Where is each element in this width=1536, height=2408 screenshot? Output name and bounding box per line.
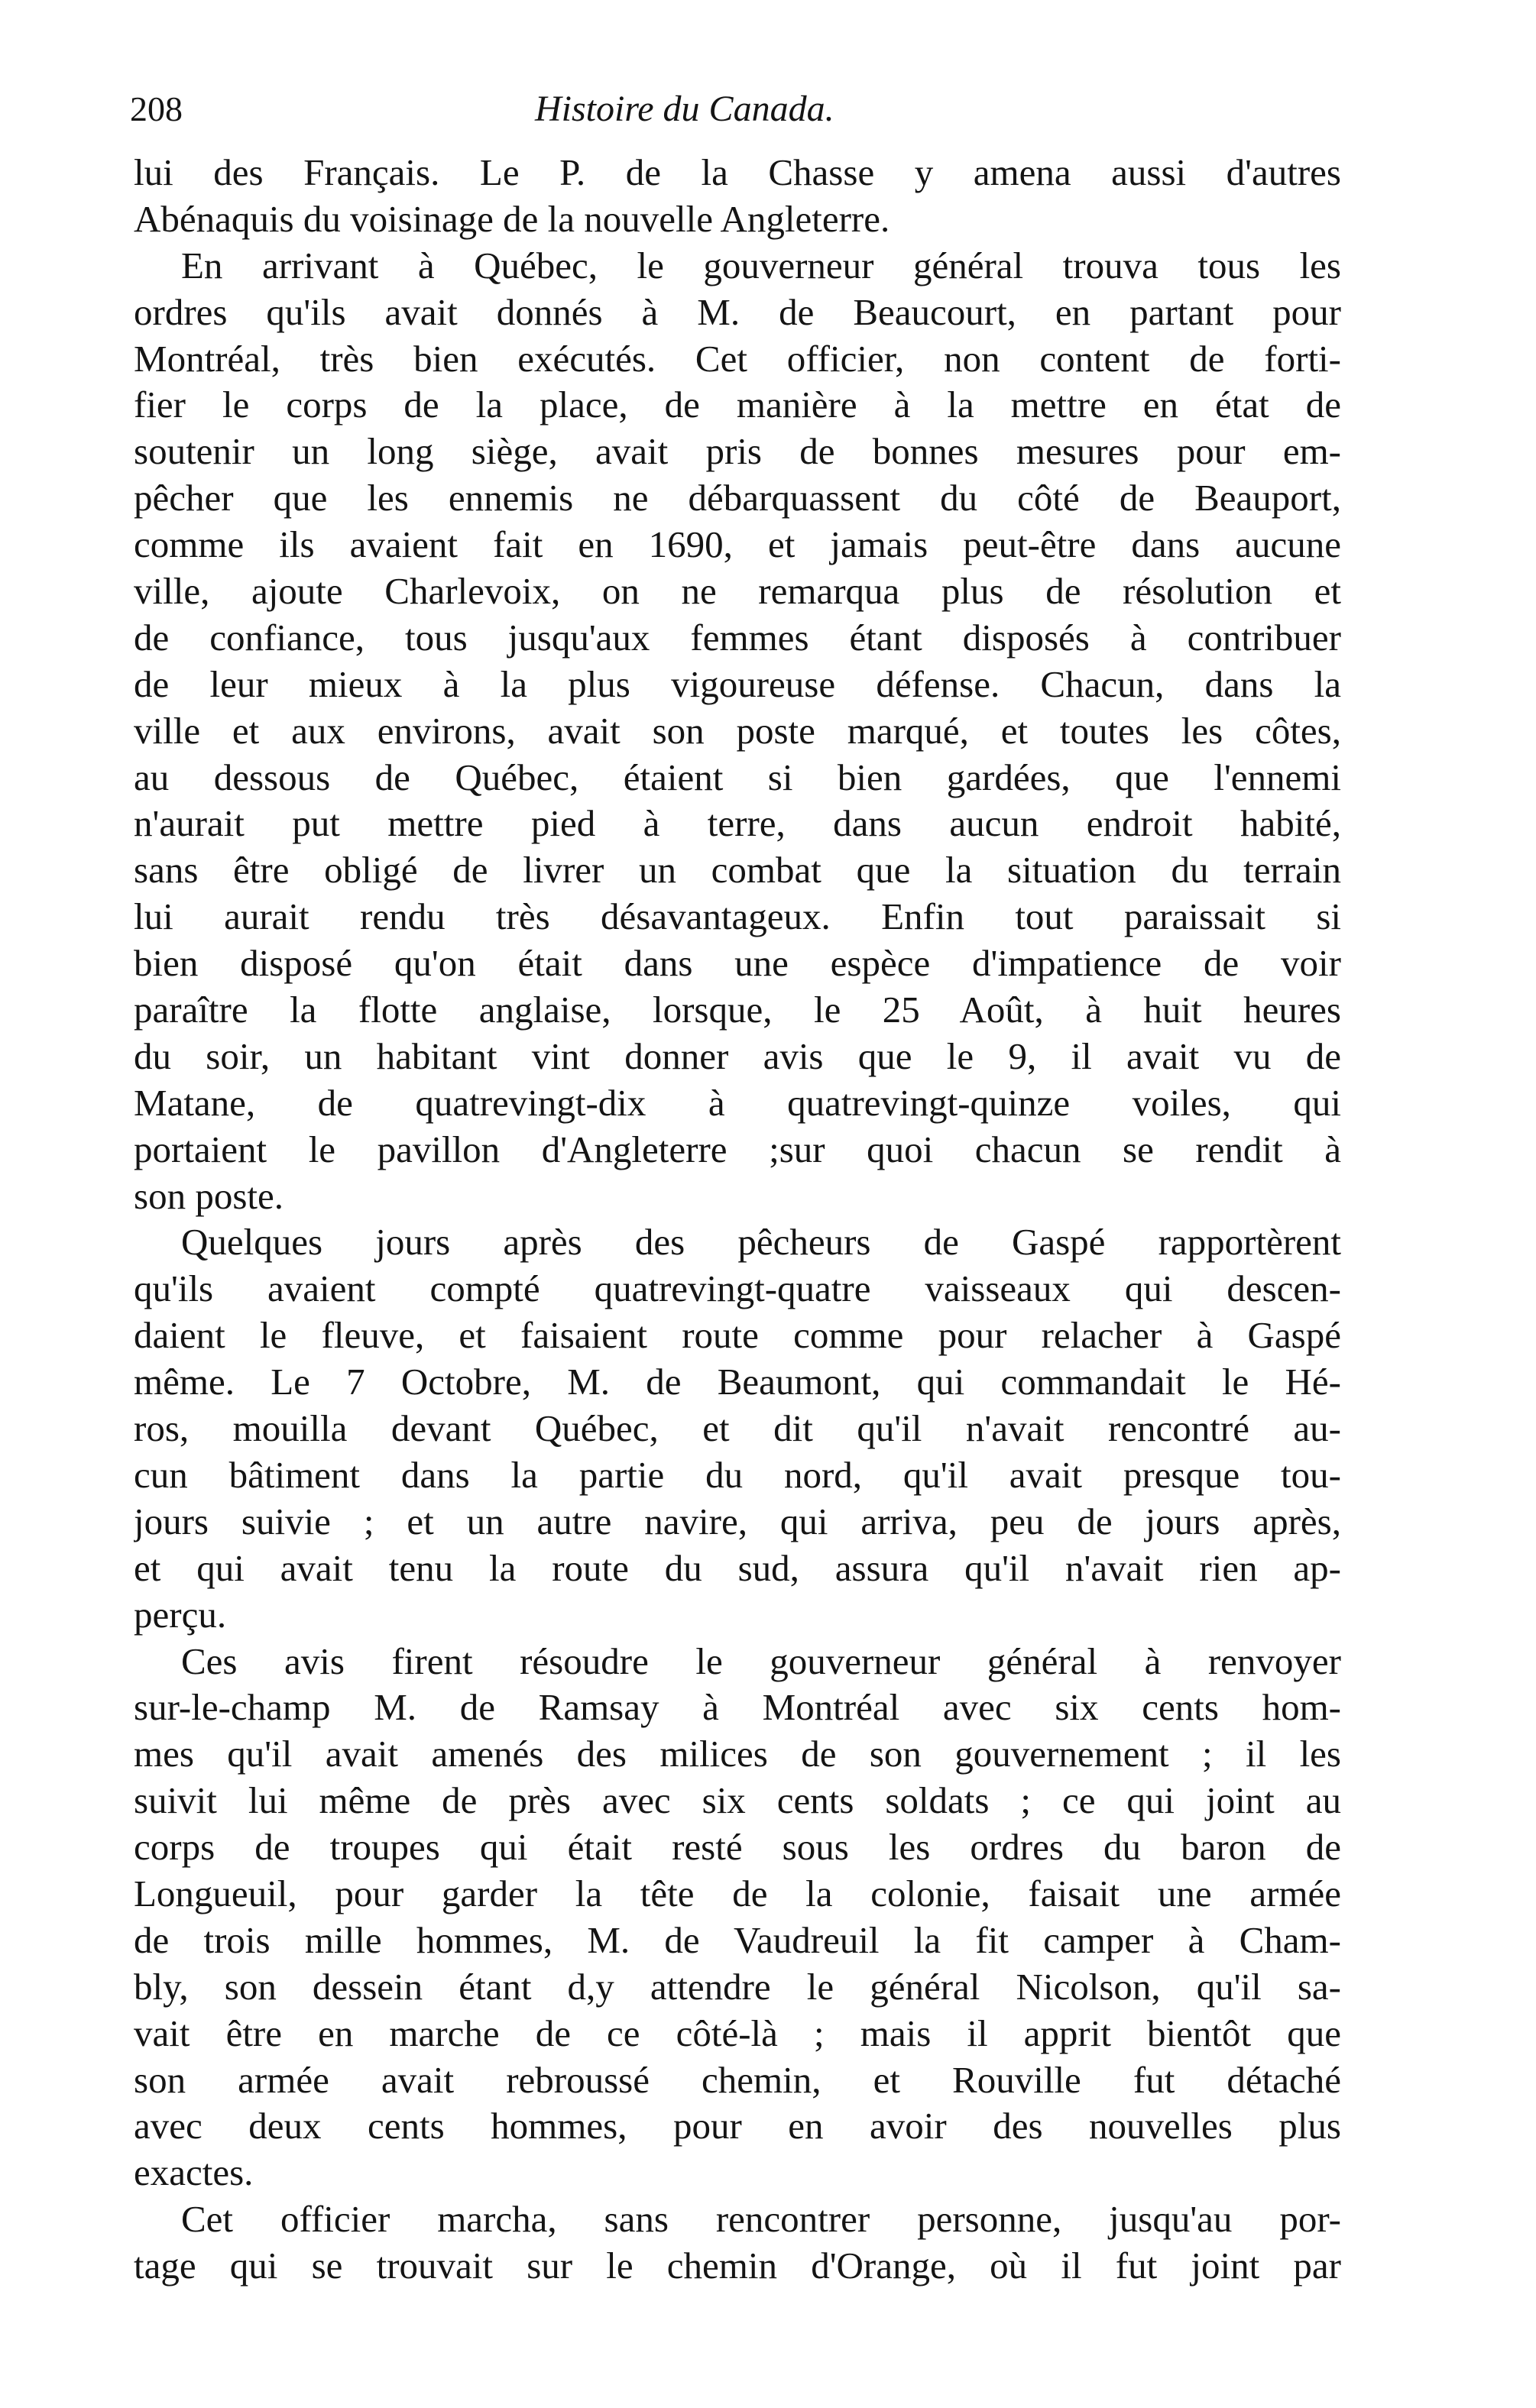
text-line: son poste.	[134, 1174, 284, 1217]
text-line: corps de troupes qui était resté sous les ordres du baron de	[134, 1826, 1341, 1869]
text-line: pêcher que les ennemis ne débarquassent du côté de Beauport,	[134, 477, 1341, 519]
text-line: avec deux cents hommes, pour en avoir des nouvelles plus	[134, 2105, 1341, 2147]
text-line: de leur mieux à la plus vigoureuse défense. Chacun, dans la	[134, 662, 1341, 705]
text-line: ordres qu'ils avait donnés à M. de Beaucourt, en partant pour	[134, 290, 1341, 333]
text-line: Longueuil, pour garder la tête de la colonie, faisait une armée	[134, 1872, 1341, 1914]
text-line: tage qui se trouvait sur le chemin d'Orange, où il fut joint par	[134, 2245, 1341, 2287]
text-line: En arrivant à Québec, le gouverneur général trouva tous les	[181, 244, 1341, 286]
text-line: ville, ajoute Charlevoix, on ne remarqua plus de résolution et	[134, 570, 1341, 613]
text-line: Cet officier marcha, sans rencontrer personne, jusqu'au por-	[181, 2198, 1341, 2241]
text-line: perçu.	[134, 1593, 227, 1636]
text-line: de trois mille hommes, M. de Vaudreuil la fit camper à Cham-	[134, 1918, 1341, 1961]
text-line: Montréal, très bien exécutés. Cet officier, non content de forti-	[134, 337, 1341, 380]
text-line: bly, son dessein étant d,y attendre le général Nicolson, qu'il sa-	[134, 1965, 1341, 2008]
text-line: mes qu'il avait amenés des milices de son gouvernement ; il les	[134, 1733, 1341, 1775]
text-line: jours suivie ; et un autre navire, qui arriva, peu de jours après,	[134, 1500, 1341, 1542]
text-line: fier le corps de la place, de manière à la mettre en état de	[134, 384, 1341, 426]
text-line: du soir, un habitant vint donner avis que le 9, il avait vu de	[134, 1034, 1341, 1077]
text-line: et qui avait tenu la route du sud, assura qu'il n'avait rien ap-	[134, 1546, 1341, 1589]
text-line: ville et aux environs, avait son poste marqué, et toutes les côtes,	[134, 709, 1341, 752]
text-line: exactes.	[134, 2151, 254, 2194]
body-text	[134, 150, 1341, 2290]
text-line: paraître la flotte anglaise, lorsque, le 25 Août, à huit heures	[134, 989, 1341, 1031]
text-line: Quelques jours après des pêcheurs de Gaspé rapportèrent	[181, 1221, 1341, 1264]
text-line: daient le fleuve, et faisaient route comme pour relacher à Gaspé	[134, 1314, 1341, 1357]
text-line: Ces avis firent résoudre le gouverneur général à renvoyer	[181, 1639, 1341, 1682]
text-line: sur-le-champ M. de Ramsay à Montréal avec six cents hom-	[134, 1686, 1341, 1729]
text-line: n'aurait put mettre pied à terre, dans aucun endroit habité,	[134, 802, 1341, 845]
text-line: ros, mouilla devant Québec, et dit qu'il n'avait rencontré au-	[134, 1407, 1341, 1450]
text-line: suivit lui même de près avec six cents soldats ; ce qui joint au	[134, 1779, 1341, 1822]
text-line: vait être en marche de ce côté-là ; mais il apprit bientôt que	[134, 2012, 1341, 2054]
running-title: Histoire du Canada.	[535, 89, 834, 129]
text-line: soutenir un long siège, avait pris de bonnes mesures pour em-	[134, 430, 1341, 473]
text-line: lui des Français. Le P. de la Chasse y amena aussi d'autres	[134, 151, 1341, 193]
text-line: bien disposé qu'on était dans une espèce d'impatience de voir	[134, 942, 1341, 985]
text-line: comme ils avaient fait en 1690, et jamais peut-être dans aucune	[134, 523, 1341, 566]
text-line: lui aurait rendu très désavantageux. Enfin tout paraissait si	[134, 895, 1341, 938]
text-line: portaient le pavillon d'Angleterre ;sur quoi chacun se rendit à	[134, 1128, 1341, 1170]
text-line: de confiance, tous jusqu'aux femmes étant disposés à contribuer	[134, 616, 1341, 659]
text-line: même. Le 7 Octobre, M. de Beaumont, qui commandait le Hé-	[134, 1361, 1341, 1403]
text-line: son armée avait rebroussé chemin, et Rouville fut détaché	[134, 2058, 1341, 2101]
text-line: sans être obligé de livrer un combat que la situation du terrain	[134, 849, 1341, 892]
text-line: Matane, de quatrevingt-dix à quatrevingt-quinze voiles, qui	[134, 1081, 1341, 1124]
text-line: cun bâtiment dans la partie du nord, qu'il avait presque tou-	[134, 1453, 1341, 1496]
text-line: Abénaquis du voisinage de la nouvelle Angleterre.	[134, 197, 890, 240]
running-head	[130, 83, 1337, 136]
text-line: au dessous de Québec, étaient si bien gardées, que l'ennemi	[134, 756, 1341, 798]
text-line: qu'ils avaient compté quatrevingt-quatre vaisseaux qui descen-	[134, 1267, 1341, 1310]
page-number: 208	[130, 89, 183, 128]
